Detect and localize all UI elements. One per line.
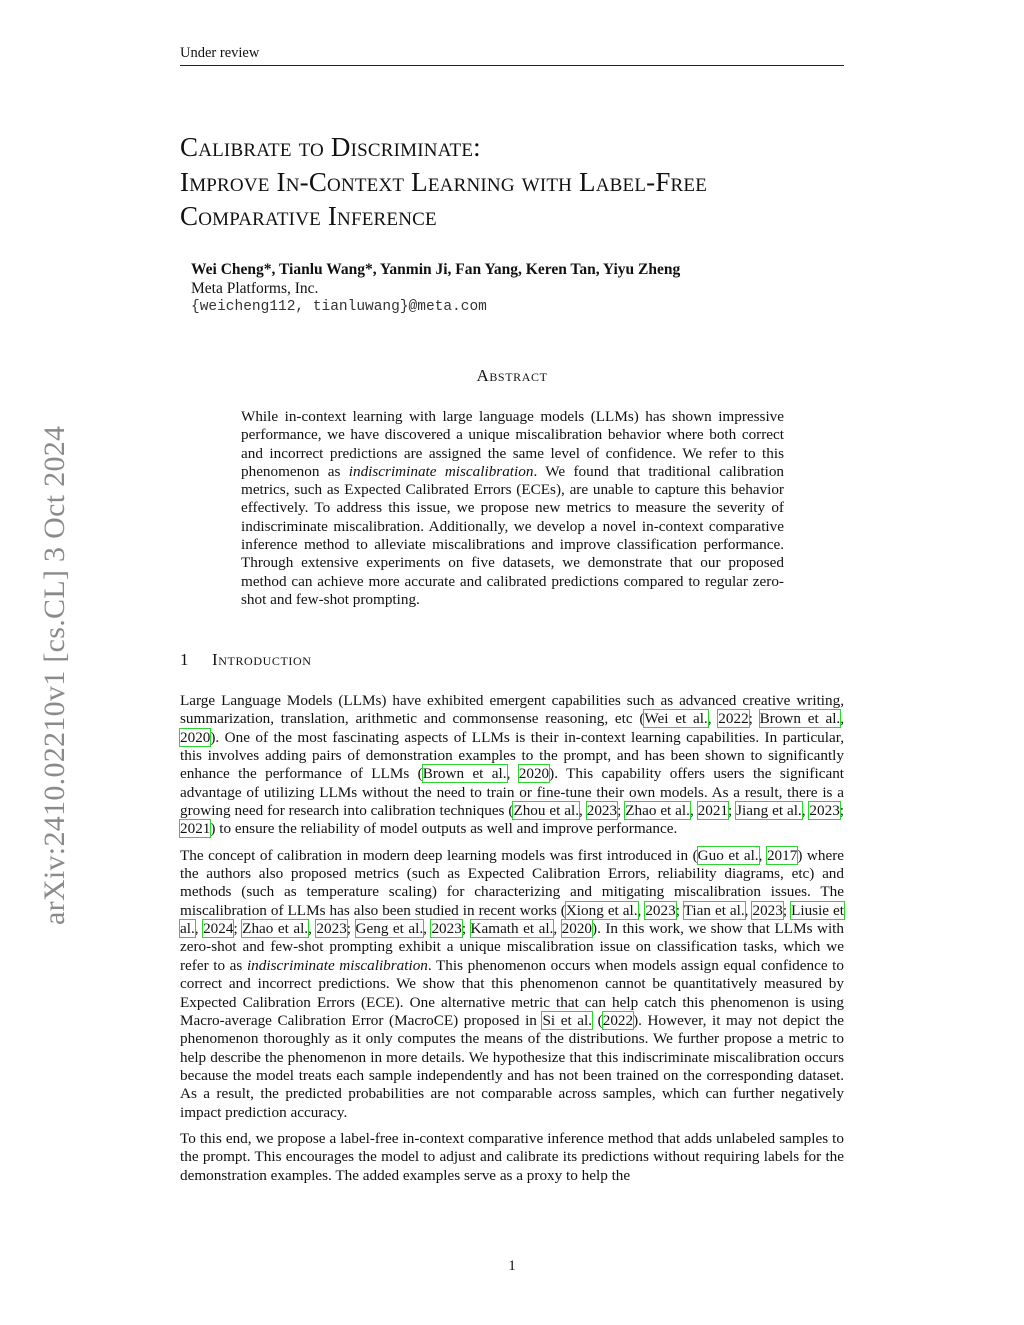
author-emails: {weicheng112, tianluwang}@meta.com bbox=[191, 299, 487, 315]
citation-link[interactable]: 2021 bbox=[697, 802, 729, 820]
intro-paragraph-1: Large Language Models (LLMs) have exhibited emergent capabilities such as advanced creative writing, summarization, translation, arithmetic and commonsense reasoning, etc (Wei et al., 2022; Brown et al., 2020). One of the most fascinating aspects of LLMs is their in-context learning capabilities. In particular, this involves adding pairs of demonstration examples to the prompt, and has been shown to significantly enhance the performance of LLMs (Brown et al., 2020). This capability offers users the significant advantage of utilizing LLMs without the need to train or fine-tune their own models. As a result, there is a growing need for research into calibration techniques (Zhou et al., 2023; Zhao et al., 2021; Jiang et al., 2023; 2021) to ensure the reliability of model outputs as well and improve performance. bbox=[180, 692, 845, 838]
affiliation: Meta Platforms, Inc. bbox=[191, 280, 319, 297]
running-header: Under review bbox=[180, 44, 844, 66]
citation-link[interactable]: Xiong et al. bbox=[565, 901, 638, 919]
citation-link[interactable]: Wei et al. bbox=[644, 710, 708, 728]
citation-link[interactable]: Si et al. bbox=[542, 1011, 593, 1029]
citation-link[interactable]: 2022 bbox=[718, 710, 749, 728]
citation-link[interactable]: 2021 bbox=[180, 820, 211, 838]
citation-link[interactable]: 2024 bbox=[203, 920, 234, 938]
title-line-1: Calibrate to Discriminate: bbox=[180, 132, 481, 162]
paper-title bbox=[180, 130, 860, 234]
emphasis-term: indiscriminate miscalibration bbox=[246, 956, 428, 974]
citation-link[interactable]: 2023 bbox=[809, 802, 840, 820]
citation-link[interactable]: 2023 bbox=[586, 802, 618, 820]
citation-link[interactable]: 2020 bbox=[180, 728, 211, 746]
citation-link[interactable]: Jiang et al. bbox=[736, 802, 802, 820]
citation-link[interactable]: 2022 bbox=[602, 1011, 634, 1029]
section-heading-introduction bbox=[180, 650, 844, 670]
citation-link[interactable]: Liusie et al. bbox=[180, 901, 844, 938]
citation-link[interactable]: 2017 bbox=[766, 846, 798, 864]
section-number: 1 bbox=[180, 650, 190, 669]
citation-link[interactable]: 2023 bbox=[316, 920, 347, 938]
citation-link[interactable]: 2020 bbox=[561, 920, 593, 938]
author-names: Wei Cheng*, Tianlu Wang*, Yanmin Ji, Fan Yang, Keren Tan, Yiyu Zheng bbox=[191, 261, 681, 278]
citation-link[interactable]: Zhou et al. bbox=[513, 802, 580, 820]
intro-paragraph-3: To this end, we propose a label-free in-context comparative inference method that adds unlabeled samples to the prompt. This encourages the model to adjust and calibrate its predictions without requiring labels for the demonstration examples. The added examples serve as a proxy to help the bbox=[180, 1129, 844, 1184]
abstract-emphasis: indiscriminate miscalibration bbox=[348, 462, 534, 480]
introduction-body bbox=[180, 692, 844, 1193]
citation-link[interactable]: Zhao et al. bbox=[625, 802, 690, 820]
abstract-heading: Abstract bbox=[476, 366, 548, 385]
title-line-3: Comparative Inference bbox=[180, 201, 437, 231]
citation-link[interactable]: 2020 bbox=[518, 765, 550, 783]
citation-link[interactable]: Geng et al. bbox=[355, 920, 424, 938]
citation-link[interactable]: 2023 bbox=[645, 901, 676, 919]
section-title: Introduction bbox=[212, 650, 312, 669]
abstract-text: While in-context learning with large language models (LLMs) has shown impressive performance, we have discovered a unique miscalibration behavior where both correct and incorrect predictions are assigned the same level of confidence. We refer to this phenomenon as indiscriminate miscalibration. We found that traditional calibration metrics, such as Expected Calibrated Errors (ECEs), are unable to capture this behavior effectively. To address this issue, we propose new metrics to measure the severity of indiscriminate miscalibration. Additionally, we develop a novel in-context comparative inference method to alleviate miscalibrations and improve classification performance. Through extensive experiments on five datasets, we demonstrate that our proposed method can achieve more accurate and calibrated predictions compared to regular zero-shot and few-shot prompting. bbox=[241, 408, 785, 608]
title-line-2: Improve In-Context Learning with Label-Free bbox=[180, 166, 708, 197]
citation-link[interactable]: Guo et al. bbox=[697, 846, 759, 864]
citation-link[interactable]: Zhao et al. bbox=[242, 920, 309, 938]
page-number: 1 bbox=[508, 1258, 516, 1274]
arxiv-stamp: arXiv:2410.02210v1 [cs.CL] 3 Oct 2024 bbox=[38, 425, 71, 925]
citation-link[interactable]: Kamath et al. bbox=[470, 920, 554, 938]
intro-paragraph-2: The concept of calibration in modern deep learning models was first introduced in (Guo et al., 2017) where the authors also proposed metrics (such as Expected Calibration Errors, reliability diagrams, etc) and methods (such as temperature scaling) for characterizing and mitigating miscalibration issues. The miscalibration of LLMs has also been studied in recent works (Xiong et al., 2023; Tian et al., 2023; Liusie et al., 2024; Zhao et al., 2023; Geng et al., 2023; Kamath et al., 2020). In this work, we show that LLMs with zero-shot and few-shot prompting exhibit a unique miscalibration issue on classification tasks, which we refer to as indiscriminate miscalibration. This phenomenon occurs when models assign equal confidence to correct and incorrect predictions. We show that this phenomenon cannot be quantitatively measured by Expected Calibration Errors (ECE). One alternative metric that can help catch this phenomenon is using Macro-average Calibration Error (MacroCE) proposed in Si et al. (2022). However, it may not depict the phenomenon thoroughly as it only computes the means of the distributions. We further propose a metric to help describe the phenomenon in more details. We hypothesize that this indiscriminate miscalibration occurs because the model treats each sample independently and has not been trained on the corresponding dataset. As a result, the predicted probabilities are not comparable across samples, which can further negatively impact prediction accuracy. bbox=[180, 846, 845, 1121]
citation-link[interactable]: 2023 bbox=[752, 901, 783, 919]
citation-link[interactable]: Brown et al. bbox=[759, 710, 841, 728]
citation-link[interactable]: 2023 bbox=[431, 920, 462, 938]
citation-link[interactable]: Tian et al. bbox=[683, 901, 745, 919]
citation-link[interactable]: Brown et al. bbox=[422, 765, 507, 783]
author-block bbox=[191, 260, 841, 317]
